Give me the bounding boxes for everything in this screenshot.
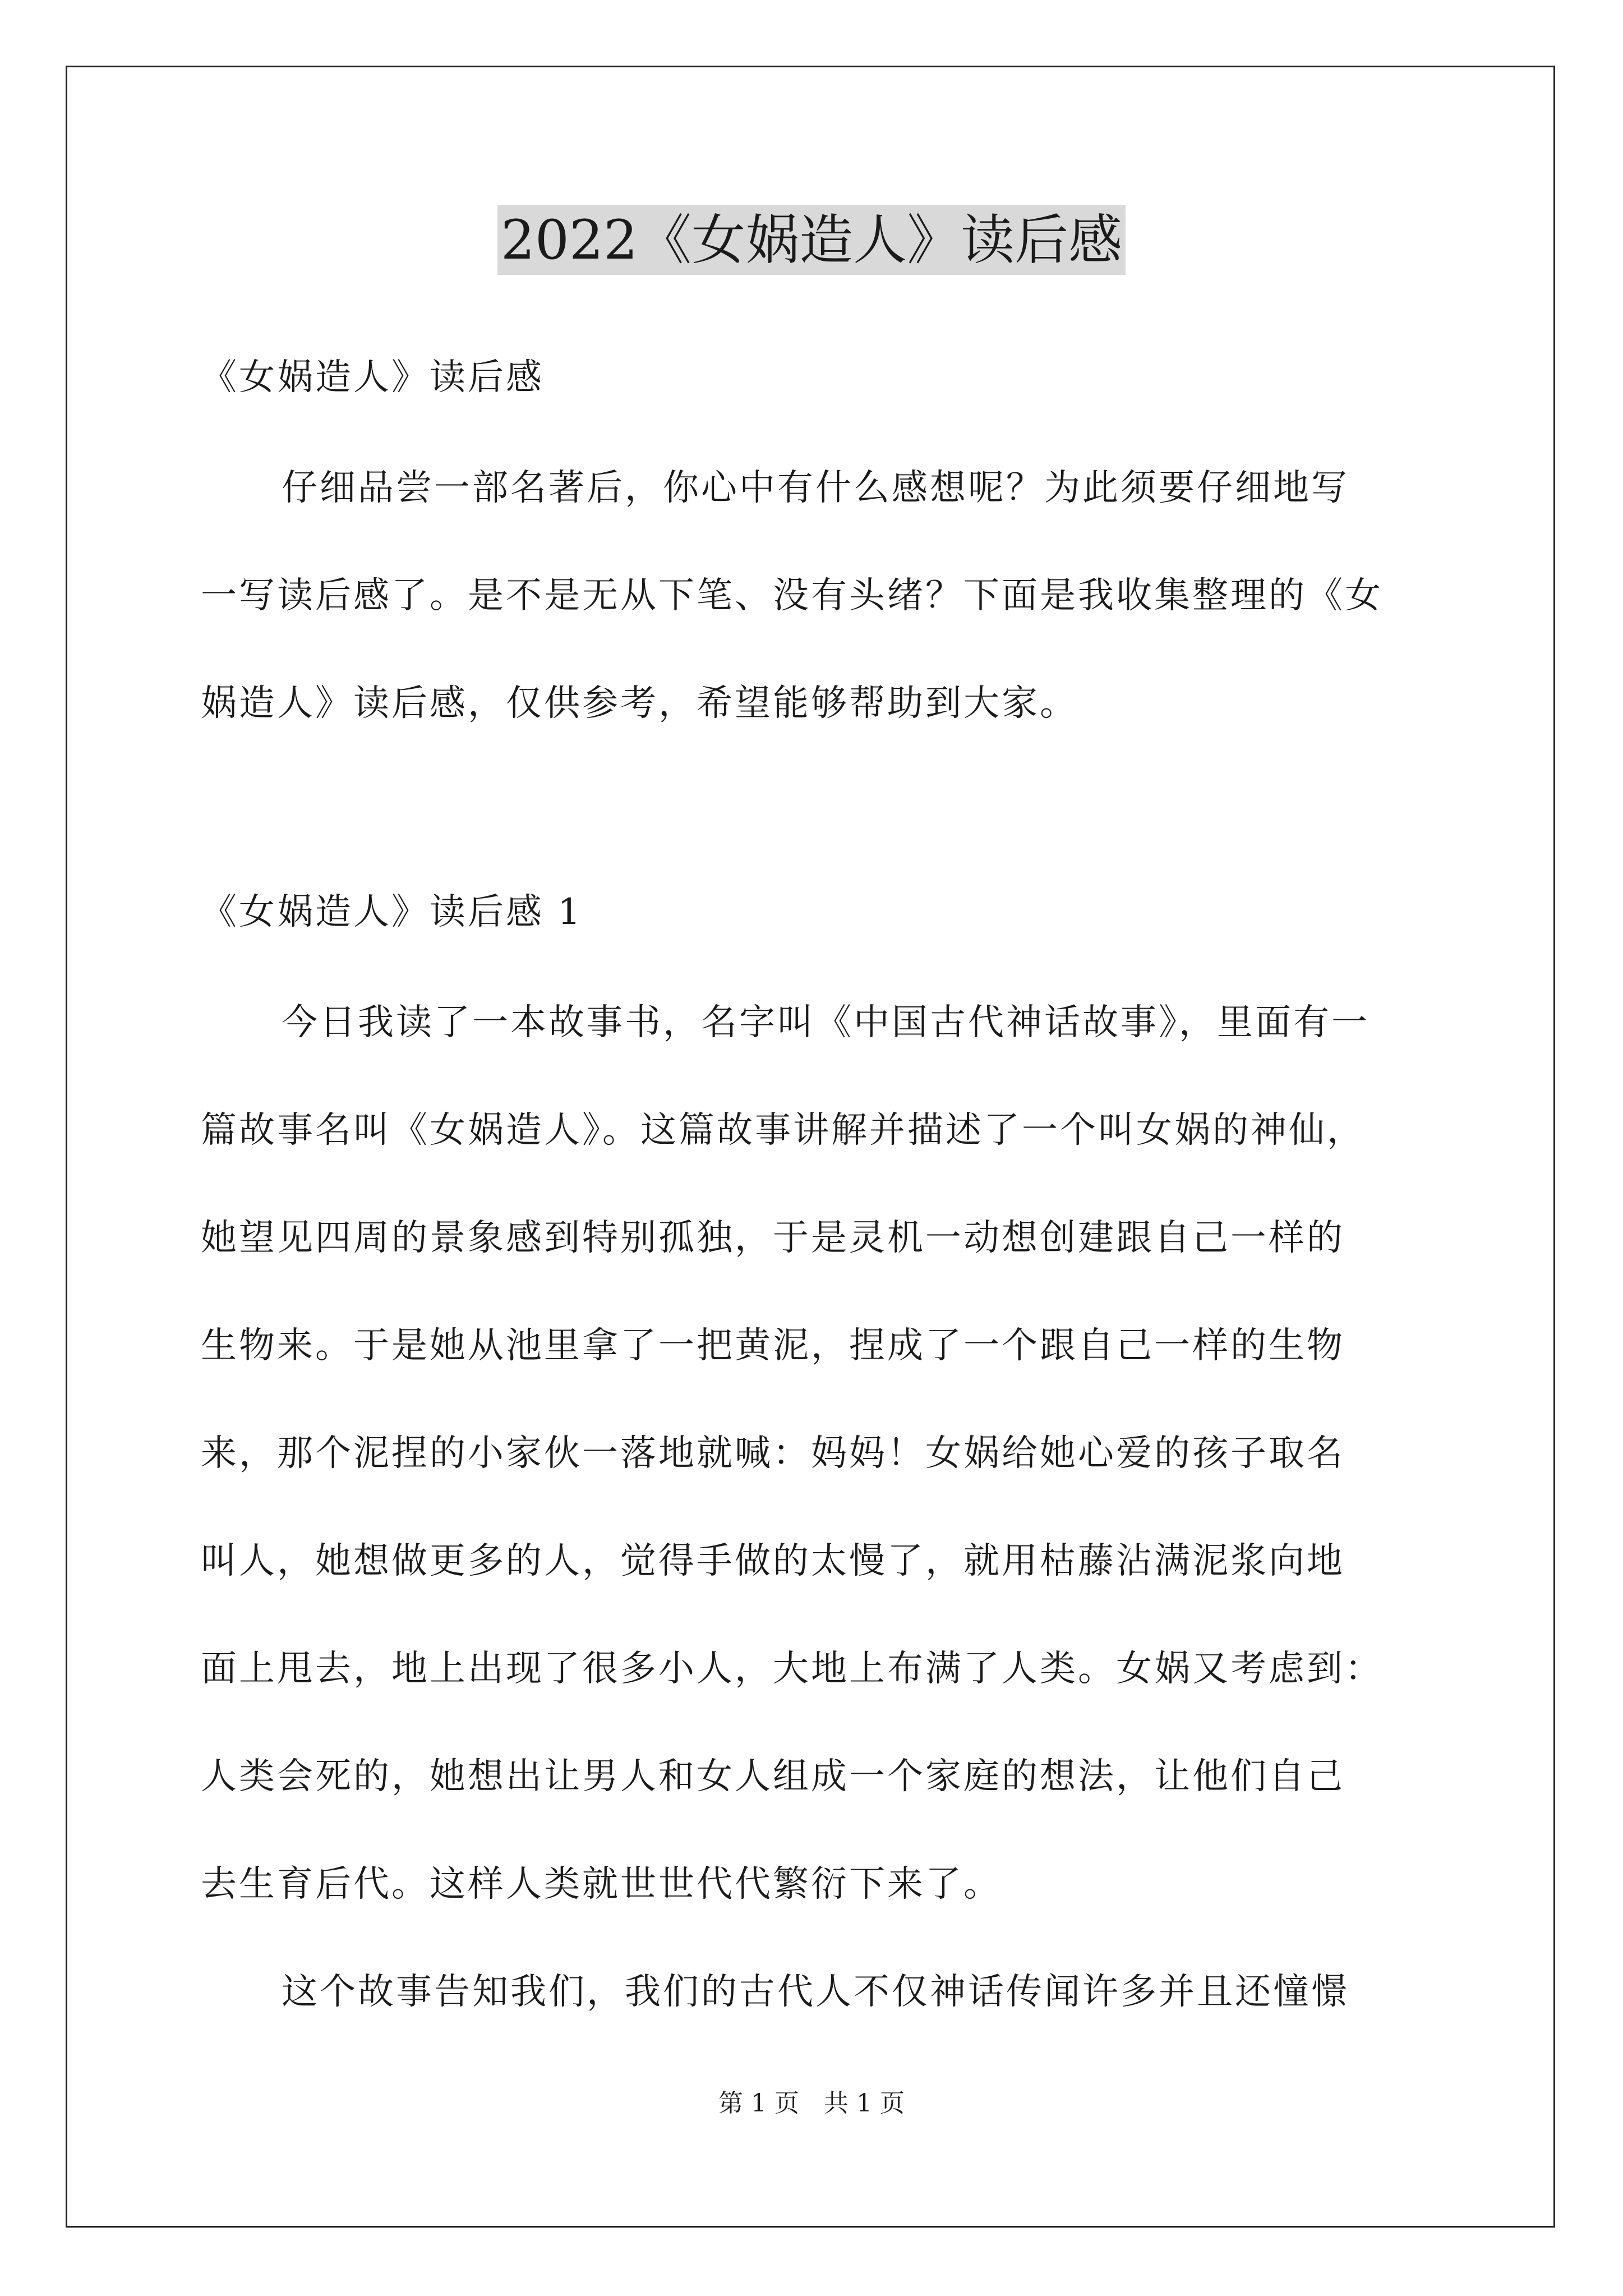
essay1-heading: 《女娲造人》读后感 1 [201,891,583,933]
essay1-line-1: 今日我读了一本故事书，名字叫《中国古代神话故事》，里面有一 [282,1002,1370,1043]
intro-line-3: 娲造人》读后感，仅供参考，希望能够帮助到大家。 [201,683,1078,724]
essay1-line-7: 面上甩去，地上出现了很多小人，大地上布满了人类。女娲又考虑到： [201,1648,1383,1690]
paragraph2-line-1: 这个故事告知我们，我们的古代人不仅神话传闻许多并且还憧憬 [282,1971,1349,2013]
intro-line-2: 一写读后感了。是不是无从下笔、没有头绪？下面是我收集整理的《女 [201,575,1383,616]
intro-line-1: 仔细品尝一部名著后，你心中有什么感想呢？为此须要仔细地写 [282,467,1349,509]
essay1-line-4: 生物来。于是她从池里拿了一把黄泥，捏成了一个跟自己一样的生物 [201,1325,1345,1366]
essay1-line-2: 篇故事名叫《女娲造人》。这篇故事讲解并描述了一个叫女娲的神仙， [201,1110,1365,1151]
title-text: 2022《女娲造人》读后感 [497,205,1126,275]
essay1-line-5: 来，那个泥捏的小家伙一落地就喊：妈妈！女娲给她心爱的孩子取名 [201,1433,1345,1474]
essay1-line-8: 人类会死的，她想出让男人和女人组成一个家庭的想法，让他们自己 [201,1756,1345,1797]
essay1-line-9: 去生育后代。这样人类就世世代代繁衍下来了。 [201,1864,1002,1905]
section-heading: 《女娲造人》读后感 [201,357,544,398]
essay1-line-3: 她望见四周的景象感到特别孤独，于是灵机一动想创建跟自己一样的 [201,1217,1345,1259]
document-title [0,201,1623,279]
page-footer: 第 1 页 共 1 页 [718,2089,905,2118]
essay1-line-6: 叫人，她想做更多的人，觉得手做的太慢了，就用枯藤沾满泥浆向地 [201,1540,1345,1582]
